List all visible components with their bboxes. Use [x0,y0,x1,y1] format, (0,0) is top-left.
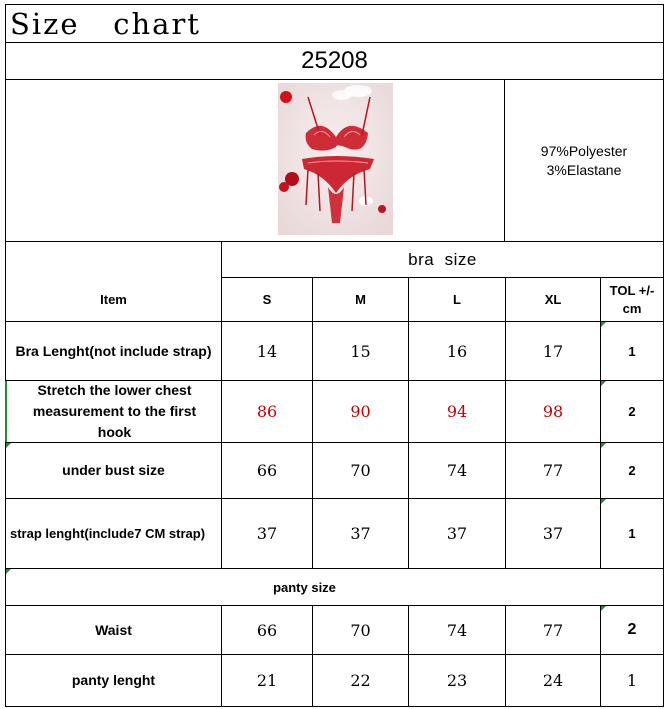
row-label: Stretch the lower chest measurement to the first hook [32,382,197,440]
value-cell: 15 [350,341,371,361]
tolerance-cell: 2 [628,404,636,419]
value-cell: 37 [350,524,371,543]
value-cell: 70 [350,461,371,480]
row-label: Waist [95,621,132,638]
value-cell: 22 [350,671,371,690]
tolerance-cell: 2 [628,463,636,478]
value-cell: 94 [446,402,468,421]
lingerie-photo [278,83,393,235]
value-cell: 21 [256,671,278,690]
value-cell: 90 [350,402,371,421]
value-cell: 66 [256,620,278,640]
product-image [278,83,393,235]
header-tolerance [601,278,663,321]
row-label: strap lenght(include7 CM strap) [10,526,206,541]
tolerance-cell: 2 [627,621,637,638]
row-label: panty lenght [71,672,156,688]
value-cell: 74 [446,461,468,480]
value-cell: 37 [446,524,468,543]
header-item: Item [100,292,127,307]
page-title: Size chart [10,6,201,41]
value-cell: 86 [256,402,278,421]
marker [5,381,7,442]
panty-size-heading: panty size [273,579,336,595]
value-cell: 37 [256,524,278,543]
tolerance-cell: 1 [626,671,638,690]
bra-size-heading: bra size [408,249,477,269]
header-size-l: L [453,292,461,307]
value-cell: 23 [446,671,468,690]
header-size-s: S [262,292,272,307]
value-cell: 16 [446,341,468,361]
material-elastane: 3%Elastane [546,161,622,178]
value-cell: 77 [542,620,564,640]
value-cell: 70 [350,620,371,640]
tolerance-unit: cm [622,300,642,316]
tolerance-cell: 1 [628,526,636,541]
value-cell: 17 [542,341,564,361]
value-cell: 66 [256,461,278,480]
row-label: Bra Lenght(not include strap) [15,342,212,359]
header-size-m: M [355,292,366,307]
value-cell: 98 [542,402,564,421]
value-cell: 37 [542,524,564,543]
value-cell: 24 [542,671,564,690]
material-info [505,80,663,241]
grid-line [5,706,664,707]
tolerance-cell: 1 [628,343,636,359]
value-cell: 77 [542,461,564,480]
value-cell: 14 [256,341,278,361]
row-label: under bust size [62,462,165,478]
material-polyester: 97%Polyester [540,142,628,159]
header-size-xl: XL [544,292,562,307]
value-cell: 74 [446,620,468,640]
tolerance-label: TOL +/- [609,282,655,298]
product-code: 25208 [301,47,368,74]
